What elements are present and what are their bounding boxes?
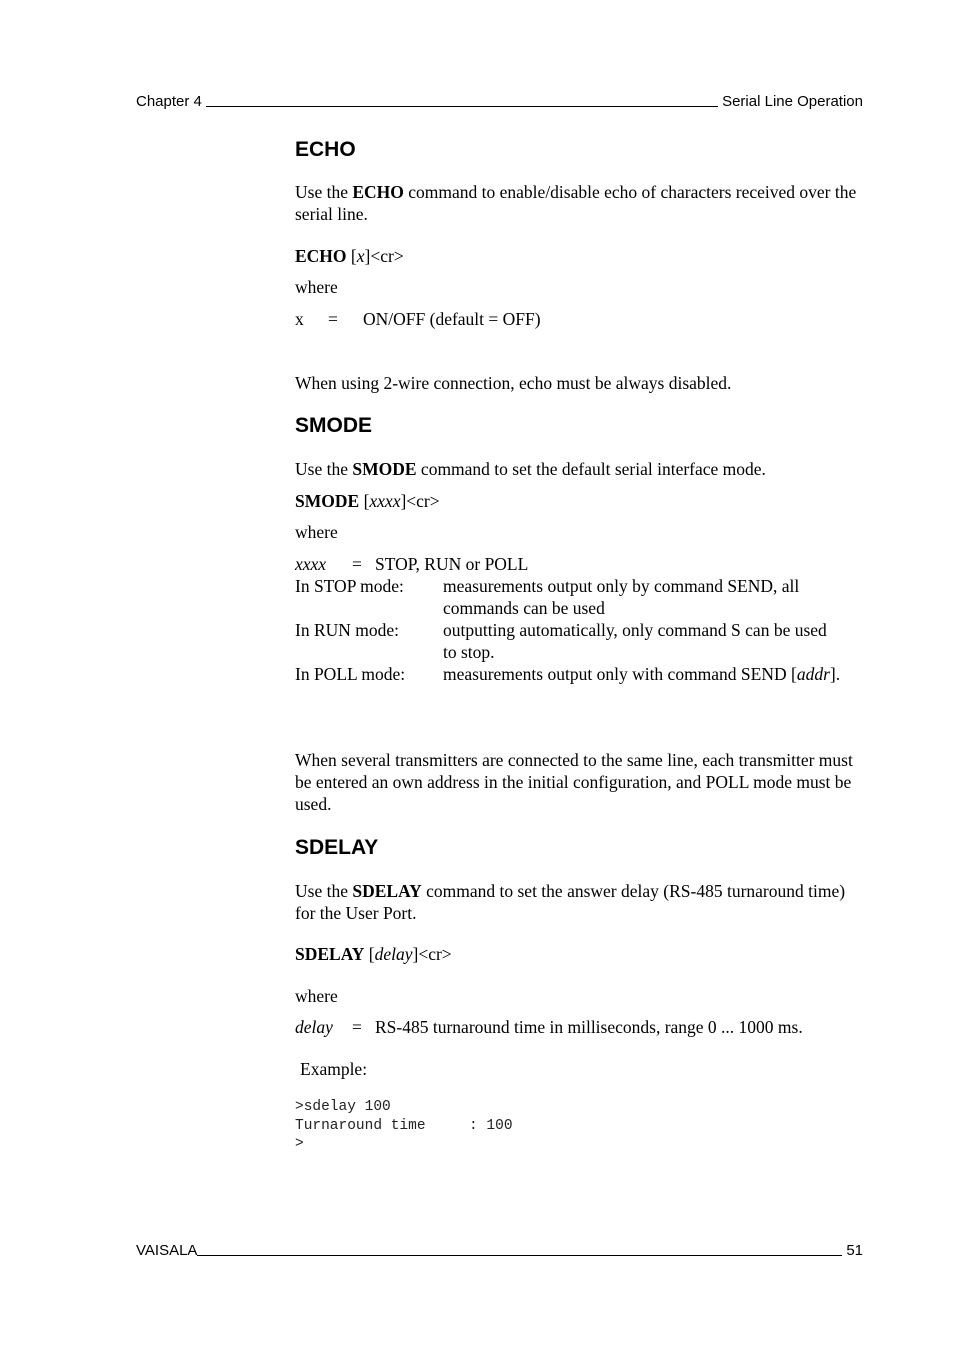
header-chapter: Chapter 4 — [136, 93, 202, 110]
echo-note: When using 2-wire connection, echo must be always disabled. — [295, 373, 732, 393]
page-header — [136, 90, 863, 110]
echo-syntax: ECHO [x]<cr> — [295, 246, 404, 266]
sdelay-intro: Use the SDELAY command to set the answer delay (RS-485 turnaround time) for the User Port. — [295, 881, 846, 923]
echo-where: where — [295, 277, 338, 297]
smode-mode-poll: In POLL mode: measurements output only with command SEND [addr]. — [295, 664, 841, 684]
code-line: Turnaround time : 100 — [295, 1117, 513, 1134]
smode-syntax: SMODE [xxxx]<cr> — [295, 491, 440, 511]
sdelay-where: where — [295, 986, 338, 1006]
smode-mode-run: In RUN mode: outputting automatically, only command S can be used to stop. — [295, 620, 827, 662]
page-number: 51 — [846, 1242, 863, 1259]
header-rule — [206, 106, 718, 107]
code-line: > — [295, 1136, 304, 1152]
sdelay-example-code — [295, 1098, 513, 1154]
footer-rule — [197, 1255, 842, 1256]
code-line: >sdelay 100 — [295, 1099, 391, 1115]
sdelay-heading: SDELAY — [295, 836, 379, 859]
sdelay-param: delay = RS-485 turnaround time in milliseconds, range 0 ... 1000 ms. — [295, 1017, 803, 1037]
echo-heading: ECHO — [295, 138, 356, 161]
smode-intro: Use the SMODE command to set the default serial interface mode. — [295, 459, 766, 479]
smode-param: xxxx = STOP, RUN or POLL — [295, 554, 529, 574]
smode-note: When several transmitters are connected to the same line, each transmitter must be entered an own address in the initial configuration, and POLL mode must be used. — [295, 750, 853, 814]
smode-where: where — [295, 522, 338, 542]
sdelay-syntax: SDELAY [delay]<cr> — [295, 944, 452, 964]
sdelay-example-label: Example: — [300, 1059, 368, 1079]
header-section: Serial Line Operation — [722, 93, 863, 110]
smode-heading: SMODE — [295, 414, 373, 437]
echo-intro: Use the ECHO command to enable/disable echo of characters received over the serial line. — [295, 182, 857, 224]
echo-param: x = ON/OFF (default = OFF) — [295, 309, 541, 329]
page-footer — [136, 1239, 863, 1259]
smode-mode-stop: In STOP mode: measurements output only by command SEND, all commands can be used — [295, 576, 800, 618]
footer-company: VAISALA — [136, 1242, 198, 1259]
smode-param-list — [295, 553, 843, 685]
